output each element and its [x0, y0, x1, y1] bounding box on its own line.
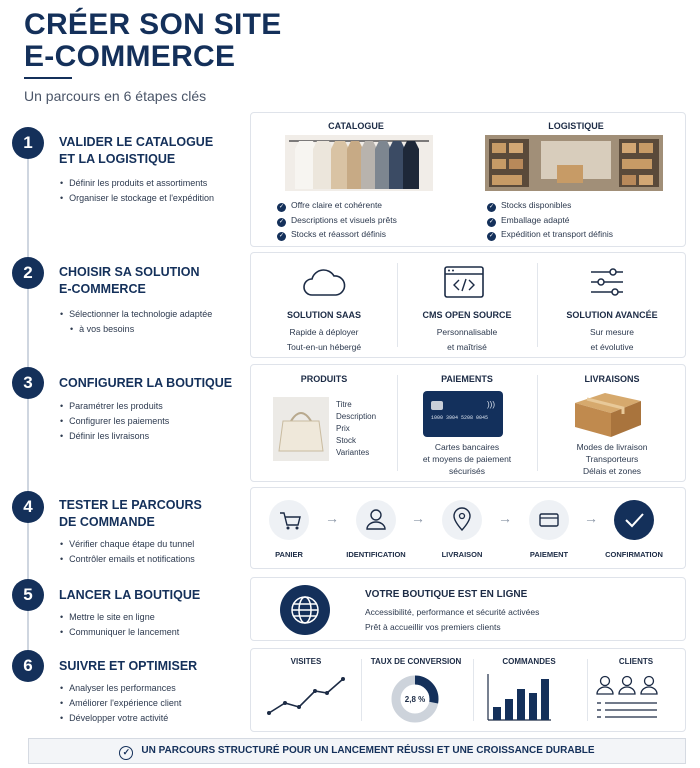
kpi-conversion-title: TAUX DE CONVERSION [370, 657, 462, 666]
step-5-panel [250, 577, 686, 641]
kpi-clients-title: CLIENTS [618, 657, 654, 666]
step-2-bullets [60, 307, 212, 337]
divider [473, 659, 474, 721]
field-label: Prix [336, 424, 350, 433]
title-underline [24, 77, 72, 79]
conversion-value: 2,8 % [404, 695, 426, 704]
logistique-checklist [487, 198, 613, 242]
step-6-bullets [60, 681, 181, 726]
step-number-2: 2 [12, 257, 44, 289]
line-trend-icon [265, 673, 347, 719]
option-advanced-title: SOLUTION AVANCÉE [566, 310, 658, 320]
flow-label-payment: PAIEMENT [529, 550, 569, 559]
field-label: Description [336, 412, 377, 421]
check-item: ✓ Expédition et transport définis [488, 229, 613, 239]
check-item: ✓ Offre claire et cohérente [278, 200, 383, 210]
box-image [571, 389, 645, 437]
arrow-icon: → [584, 510, 598, 526]
warehouse-image [485, 135, 663, 191]
catalogue-title: CATALOGUE [328, 121, 384, 131]
globe-icon [280, 585, 330, 635]
footer-banner [28, 738, 686, 764]
step-2-title-line-2: E-COMMERCE [59, 282, 146, 296]
check-icon: ✓ [278, 204, 285, 210]
check-icon: ✓ [278, 233, 285, 239]
step-number-1: 1 [12, 127, 44, 159]
handbag-image [273, 397, 329, 461]
bullet: • Améliorer l'expérience client [60, 696, 181, 711]
online-desc: Accessibilité, performance et sécurité activées Prêt à accueillir vos premiers clients [365, 607, 540, 632]
check-item: ✓ Stocks et réassort définis [278, 229, 386, 239]
bullet: • Contrôler emails et notifications [60, 552, 195, 567]
contactless-icon: ))) [487, 400, 495, 409]
step-number-5: 5 [12, 579, 44, 611]
step-1 [12, 127, 248, 247]
step-1-title-line-2: ET LA LOGISTIQUE [59, 152, 176, 166]
step-4-title-line-1: TESTER LE PARCOURS [59, 498, 202, 512]
kpi-visits-title: VISITES [290, 657, 322, 666]
conversion-donut [389, 673, 441, 725]
step-6-panel [250, 648, 686, 732]
step-4-panel [250, 487, 686, 569]
location-pin-icon [442, 500, 482, 540]
cloud-icon [302, 267, 346, 299]
check-icon: ✓ [488, 204, 495, 210]
footer-text: UN PARCOURS STRUCTURÉ POUR UN LANCEMENT RÉUSSI ET UNE CROISSANCE DURABLE [141, 745, 595, 756]
step-2-title-line-1: CHOISIR SA SOLUTION [59, 265, 200, 279]
products-title: PRODUITS [300, 374, 348, 384]
deliveries-desc: Modes de livraison Transporteurs Délais et zones [576, 442, 648, 476]
page-title-line-2: E-COMMERCE [24, 40, 236, 73]
check-item: ✓ Stocks disponibles [488, 200, 572, 210]
step-5-title: LANCER LA BOUTIQUE [59, 588, 201, 602]
flow-label-confirmation: CONFIRMATION [605, 550, 663, 559]
customers-icon [595, 673, 659, 721]
logistique-title: LOGISTIQUE [548, 121, 604, 131]
step-5 [12, 579, 248, 639]
cart-icon [269, 500, 309, 540]
step-4-bullets [60, 537, 195, 567]
step-6-title: SUIVRE ET OPTIMISER [59, 659, 198, 673]
step-2 [12, 257, 248, 357]
clothing-rack-image [285, 135, 433, 191]
bullet: • Vérifier chaque étape du tunnel [60, 537, 195, 552]
option-saas-desc: Rapide à déployer Tout-en-un hébergé [286, 327, 362, 352]
step-3-panel [250, 364, 686, 482]
step-3-title: CONFIGURER LA BOUTIQUE [59, 376, 233, 390]
product-fields [336, 399, 376, 459]
step-number-3: 3 [12, 367, 44, 399]
bullet: • Mettre le site en ligne [60, 610, 179, 625]
arrow-icon: → [498, 510, 512, 526]
code-window-icon [443, 265, 485, 299]
payments-title: PAIEMENTS [441, 374, 493, 384]
step-4-title-line-2: DE COMMANDE [59, 515, 155, 529]
online-title: VOTRE BOUTIQUE EST EN LIGNE [365, 589, 528, 600]
bullet: • Paramétrer les produits [60, 399, 169, 414]
step-1-bullets [60, 176, 214, 206]
card-chip [431, 401, 443, 410]
divider [361, 659, 362, 721]
checkmark-icon [614, 500, 654, 540]
bullet: • Sélectionner la technologie adaptée [60, 307, 212, 322]
page-title [24, 9, 282, 73]
deliveries-title: LIVRAISONS [584, 374, 640, 384]
arrow-icon: → [411, 510, 425, 526]
option-cms-desc: Personnalisable et maîtrisé [436, 327, 498, 352]
catalogue-checklist [277, 198, 397, 242]
step-2-panel [250, 252, 686, 358]
payments-desc: Cartes bancaires et moyens de paiement sécurisés [422, 442, 512, 476]
field-label: Stock [336, 436, 357, 445]
bullet: • Organiser le stockage et l'expédition [60, 191, 214, 206]
bullet-continuation: • à vos besoins [60, 322, 212, 337]
credit-card-image [423, 391, 503, 437]
check-item: ✓ Descriptions et visuels prêts [278, 214, 397, 225]
page-title-line-1: CRÉER SON SITE [24, 8, 282, 41]
step-4-title [59, 497, 259, 531]
bullet: • Communiquer le lancement [60, 625, 179, 640]
step-1-panel [250, 112, 686, 247]
step-3 [12, 367, 248, 477]
sliders-icon [589, 267, 625, 297]
step-1-title-line-1: VALIDER LE CATALOGUE [59, 135, 214, 149]
flow-label-identification: IDENTIFICATION [346, 550, 406, 559]
step-number-4: 4 [12, 491, 44, 523]
divider [587, 659, 588, 721]
step-5-bullets [60, 610, 179, 640]
card-number: 1000 3904 5208 0045 [431, 415, 489, 421]
user-icon [356, 500, 396, 540]
field-label: Titre [336, 400, 352, 409]
step-6 [12, 650, 248, 730]
bullet: • Analyser les performances [60, 681, 181, 696]
check-icon: ✓ [488, 218, 495, 225]
step-number-6: 6 [12, 650, 44, 682]
step-4 [12, 491, 248, 571]
kpi-orders-title: COMMANDES [502, 657, 556, 666]
arrow-icon: → [325, 510, 339, 526]
bullet: • Développer votre activité [60, 711, 181, 726]
step-1-title [59, 134, 259, 168]
check-icon: ✓ [488, 233, 495, 239]
bullet: • Définir les livraisons [60, 429, 169, 444]
card-icon [529, 500, 569, 540]
page-subtitle: Un parcours en 6 étapes clés [24, 88, 207, 104]
flow-label-cart: PANIER [275, 550, 303, 559]
option-saas-title: SOLUTION SAAS [286, 310, 361, 320]
check-item: ✓ Emballage adapté [488, 214, 570, 225]
field-label: Variantes [336, 448, 370, 457]
bullet: • Configurer les paiements [60, 414, 169, 429]
check-circle-icon: ✓ [119, 746, 133, 760]
bar-chart-icon [487, 673, 553, 721]
option-advanced-desc: Sur mesure et évolutive [590, 327, 634, 352]
step-3-bullets [60, 399, 169, 444]
bullet: • Définir les produits et assortiments [60, 176, 214, 191]
option-cms-title: CMS OPEN SOURCE [422, 310, 512, 320]
check-icon: ✓ [278, 218, 285, 225]
step-2-title [59, 264, 259, 298]
flow-label-delivery: LIVRAISON [441, 550, 483, 559]
